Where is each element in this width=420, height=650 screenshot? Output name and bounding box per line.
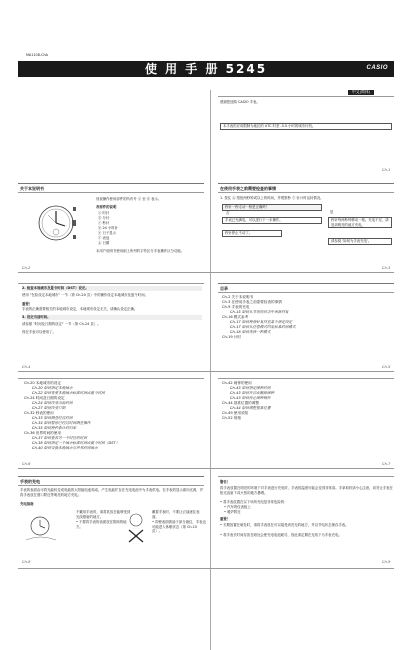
important-label: 重要！ — [220, 517, 231, 521]
page-number: Ch-5 — [382, 365, 391, 369]
warning-bullet: • 将手表放置在以下场所充电是非常危险的： — [220, 500, 288, 504]
warning-label: 警告！ — [220, 480, 231, 484]
flow-box: 秒针每两秒钟移动一格。充电不足，请放到明亮的地方充电。 — [328, 217, 392, 228]
page-number: Ch-3 — [382, 266, 391, 270]
toc-entry[interactable]: Ch-43 如何开启或解除闹钟 — [230, 391, 275, 395]
section-heading: 在使用手表之前需要检查的事情 — [220, 186, 276, 191]
toc-entry[interactable]: Ch-35 如何使秒表计时归零 — [32, 426, 77, 430]
warning-body: 将手表放置在明亮的环境下对手表进行充电时，手表的温度可能会变得非常高。手拿取时请小心注意，切勿让手表在阳光直射下或火热的地方暴晒。 — [220, 486, 393, 495]
important-bullet: • 将手表长时间存放在暗处会使充电电池耗尽，因此请定期在光线下为手表充电。 — [220, 533, 342, 537]
step-heading: 3. 设定当前时间。 — [22, 315, 202, 320]
part-item: ⓕ 表冠 — [98, 236, 110, 240]
toc-entry[interactable]: Ch-40 如何交换本地城市与世界时间城市 — [32, 446, 98, 450]
flow-yes-label: 是 — [330, 210, 334, 214]
toc-entry[interactable]: Ch-22 如何变更本地城市标准时间或夏令时间 — [32, 391, 105, 395]
toc-entry[interactable]: Ch-17 如何从任意模式回复标准时间模式 — [230, 325, 296, 329]
step-heading: 2. 检查本地城市及夏令时间（DST）设定。 — [22, 286, 202, 291]
brand-logo: CASIO — [366, 65, 388, 71]
important-body: 手表的正确需要相关的本地城市设定，本地城市设定无关，请确认设定正确。 — [22, 307, 138, 311]
flow-box: 手表已充满电，可以进行下一步操作。 — [222, 217, 322, 224]
toc-entry[interactable]: Ch-33 如何测量经过时间 — [32, 416, 73, 420]
page-number: Ch-9 — [382, 560, 391, 564]
toc-entry[interactable]: Ch-15 如何从节电的状态中重新回复 — [230, 310, 289, 314]
toc-entry[interactable]: Ch-19 计时 — [222, 335, 241, 339]
toc-entry[interactable]: Ch-3 在使用手表之前需要检查的事情 — [222, 300, 282, 304]
toc-entry[interactable]: Ch-38 如何指定一个城市标准时间或夏令时间（DST） — [32, 441, 120, 445]
toc-list — [24, 381, 204, 451]
part-item: ⓖ 日期 — [98, 241, 110, 245]
language-badge: 中文(简体) — [348, 90, 374, 95]
flow-no-label: 否 — [226, 211, 230, 215]
footnote: 本用户说明书使用副上所列的字符区分手表操作区分功能。 — [96, 249, 185, 253]
page-title: 使 用 手 册 5245 — [144, 62, 268, 76]
parts-label: 各部件的说明 — [96, 205, 117, 209]
toc-entry[interactable]: Ch-24 如何改变当前时间 — [32, 401, 73, 405]
step-body: 请参照 "时间及日期的设定" 一节（第 Ch-24 页）。 — [22, 322, 101, 326]
done-text: 现在手表可以使用了。 — [22, 330, 56, 334]
toc-entry[interactable]: Ch-17 如何使指针复回至某个指定设定 — [230, 320, 293, 324]
sub-heading: 充电指南 — [20, 502, 34, 506]
toc-entry[interactable]: Ch-18 如何选择一种模式 — [230, 330, 271, 334]
guide-text: 不戴用手表时，请将其放在能够受到光线照射的地方。 — [76, 510, 131, 519]
page-number: Ch-6 — [22, 462, 31, 466]
toc-entry[interactable]: Ch-2 关于本说明书 — [222, 295, 254, 299]
toc-entry[interactable]: Ch-34 如何暂停已经过时间测量操作 — [32, 421, 91, 425]
toc-entry[interactable]: Ch-44 基准位置的调整 — [222, 401, 259, 405]
guide-text: • 不要将手表的表面放在阴暗的地方。 — [76, 520, 127, 529]
warning-bullet: • 暖炉附近 — [224, 510, 241, 514]
flow-question: 秒针一秒走动一格是正确吗？ — [222, 204, 322, 211]
toc-entry[interactable]: Ch-16 模式参考 — [222, 315, 249, 319]
toc-entry[interactable]: Ch-49 使用须知 — [222, 411, 249, 415]
section-heading: 关于本说明书 — [20, 186, 44, 191]
toc-entry[interactable]: Ch-20 本地城市的设定 — [24, 381, 61, 385]
utc-note: 本手表的应用限制为地区的 UTC 时差 -3.5 小时的城市付机。 — [220, 123, 392, 130]
part-item: ⓔ 日子显示 — [98, 231, 117, 235]
page-number: Ch-4 — [22, 365, 31, 369]
watch-in-light-illustration — [24, 510, 64, 546]
warning-bullet: • 汽车的仪表板上 — [224, 505, 251, 509]
toc-entry[interactable]: Ch-52 规格 — [222, 416, 241, 420]
toc-entry[interactable]: Ch-24 时间及日期的设定 — [24, 396, 65, 400]
important-label: 重要！ — [22, 302, 33, 306]
toc-list — [222, 381, 392, 421]
toc-entry[interactable]: Ch-42 闹钟的使用 — [222, 381, 252, 385]
step-body: 使用 "在检设定本地城市" 一节（第 Ch-20 页）中的操作设定本地城市及夏令时间。 — [22, 293, 148, 297]
toc-list — [222, 295, 392, 340]
toc-entry[interactable]: Ch-9 手表的充电 — [222, 305, 250, 309]
toc-entry[interactable]: Ch-32 秒表的使用 — [24, 411, 54, 415]
sleeve-illustration — [124, 510, 150, 552]
charging-body: 手表的表面由可将光能转变成电能的太阳能电池构成。产生电能贮存在充电电池中为手表供电。在手表的显示面向光源，并将手表放在窗口附近等明亮的地方充电。 — [20, 488, 204, 497]
toc-entry[interactable]: Ch-44 如何调整基准位置 — [230, 406, 271, 410]
section-heading: 手表的充电 — [20, 479, 40, 484]
important-bullet: • 长期放置在暗处时，请将手表放在可以接受到亮光的地方，并以节电状态保存手表。 — [220, 523, 349, 527]
intro-text: 视视操作使用部件的所有号 ⓐ 至 ⓓ 表示。 — [96, 197, 162, 201]
page-number: Ch-8 — [22, 560, 31, 564]
watch-illustration — [26, 198, 86, 248]
section-heading: 目录 — [220, 286, 228, 291]
toc-entry[interactable]: Ch-36 世界时间的使用 — [24, 431, 61, 435]
thanks-text: 感谢您选购 CASIO 手表。 — [220, 100, 260, 104]
toc-entry[interactable]: Ch-43 如何停止闹钟响铃 — [230, 396, 271, 400]
toc-entry[interactable]: Ch-43 如何指定闹钟时间 — [230, 386, 271, 390]
flow-box: 秒针停止不动了。 — [222, 230, 282, 237]
flow-box: 请参阅 '如何为手表充电'。 — [328, 238, 392, 245]
page-number: Ch-2 — [22, 266, 31, 270]
guide-text: 戴着手表时，不要让衣袖遮住表面。 — [152, 510, 200, 519]
toc-entry[interactable]: Ch-20 如何指定本地城市 — [32, 386, 73, 390]
doc-code: MA1108-ChA — [26, 53, 48, 57]
part-item: ⓓ 24 小时针 — [98, 226, 119, 230]
guide-text: • 即使表面被袖子部分遮住，手表也可能进入休眠状态（第 Ch-15 页）。 — [152, 520, 206, 534]
title-bar — [18, 61, 394, 77]
part-item: ⓒ 秒针 — [98, 221, 110, 225]
page-number: Ch-1 — [382, 168, 391, 172]
part-item: ⓐ 时针 — [98, 211, 110, 215]
toc-entry[interactable]: Ch-27 如何改变日期 — [32, 406, 66, 410]
toc-entry[interactable]: Ch-37 如何查看另一个时区的时间 — [32, 436, 87, 440]
page-number: Ch-7 — [382, 462, 391, 466]
step-text: 1. 按住 Ⓐ 按钮两秒钟或以上的时间，并观察秒 Ⓒ 针计时运转情况。 — [220, 196, 324, 200]
part-item: ⓑ 分针 — [98, 216, 110, 220]
